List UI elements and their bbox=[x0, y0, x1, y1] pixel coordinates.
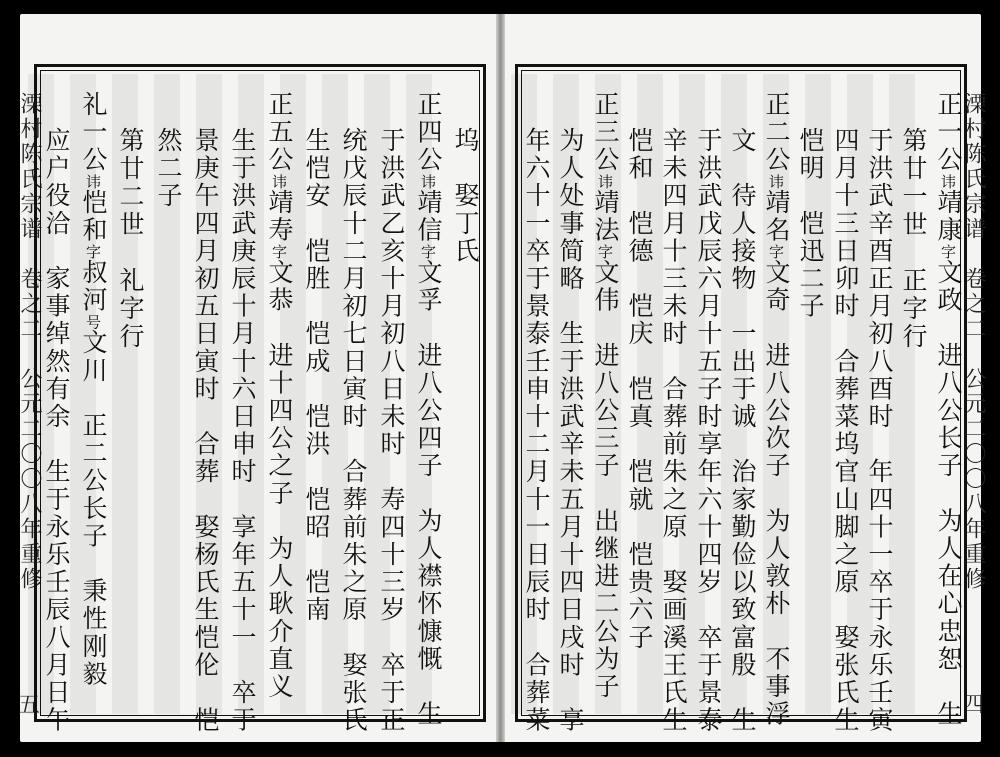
text-column bbox=[448, 127, 482, 265]
column-text: 应户役洽 家事绰然有余 生于永乐壬辰八月日午 bbox=[42, 127, 71, 735]
generation-character: 正字行 bbox=[899, 267, 928, 351]
column-text: 礼一公 bbox=[79, 91, 108, 174]
column-text: 靖寿 bbox=[265, 188, 294, 245]
generation-label: 第廿一世 bbox=[899, 127, 928, 239]
column-text: 生于洪武庚辰十月十六日申时 享年五十一 卒于 bbox=[228, 127, 257, 735]
text-column bbox=[554, 127, 586, 734]
small-annotation: 字 bbox=[596, 244, 614, 260]
text-column bbox=[657, 127, 689, 734]
generation-character: 礼字行 bbox=[116, 267, 145, 351]
text-column bbox=[299, 127, 333, 624]
text-column bbox=[794, 127, 826, 320]
text-column bbox=[76, 91, 110, 688]
text-column bbox=[623, 127, 655, 651]
text-column bbox=[726, 127, 758, 734]
column-text: 叔河 bbox=[79, 259, 108, 315]
column-text: 然二子 bbox=[154, 127, 183, 210]
edition-label: 公元二〇〇八年重修 bbox=[17, 367, 42, 592]
left-page bbox=[17, 14, 498, 742]
column-text: 文奇 进八公次子 为人敦朴 不事浮 bbox=[762, 259, 791, 729]
column-text: 于洪武辛酉正月初八酉时 年四十一卒于永乐壬寅 bbox=[865, 127, 894, 735]
text-column bbox=[932, 91, 964, 728]
column-text: 文伟 进八公三子 出继进二公为子 bbox=[591, 259, 620, 701]
text-column bbox=[520, 127, 552, 734]
small-annotation: 字 bbox=[84, 244, 102, 260]
text-frame-left bbox=[34, 64, 486, 735]
text-column bbox=[225, 127, 259, 734]
column-text: 正三公 bbox=[591, 91, 620, 174]
generation-heading bbox=[113, 127, 147, 351]
book-title: 溧村陈氏宗谱 bbox=[17, 92, 42, 242]
small-annotation: 讳 bbox=[939, 173, 957, 189]
text-column bbox=[151, 127, 185, 210]
column-text: 于洪武乙亥十月初八日未时 寿四十三岁 卒于正 bbox=[377, 127, 406, 735]
column-text: 文 待人接物 一出于诚 治家勤俭以致富殷 生 bbox=[728, 127, 757, 735]
column-text: 于洪武戊辰六月十五子时享年六十四岁 卒于景泰 bbox=[694, 127, 723, 735]
small-annotation: 讳 bbox=[767, 173, 785, 189]
small-annotation: 讳 bbox=[270, 173, 288, 189]
text-column bbox=[39, 127, 73, 734]
column-text: 正二公 bbox=[762, 91, 791, 174]
edition-label: 公元二〇〇八年重修 bbox=[961, 367, 986, 592]
column-text: 年六十一卒于景泰壬申十二月十一日辰时 合葬菜 bbox=[522, 127, 551, 735]
generation-label: 第廿二世 bbox=[116, 127, 145, 239]
volume-label: 卷之二 bbox=[17, 267, 42, 342]
volume-label: 卷之二 bbox=[961, 267, 986, 342]
column-text: 恺和 bbox=[79, 188, 108, 245]
text-column bbox=[692, 127, 724, 734]
column-text: 生恺安 恺胜 恺成 恺洪 恺昭 恺南 bbox=[302, 127, 331, 624]
right-page bbox=[503, 14, 986, 742]
text-column bbox=[411, 91, 445, 728]
text-column bbox=[262, 91, 296, 701]
small-annotation: 字 bbox=[270, 244, 288, 260]
column-text: 靖信 bbox=[414, 188, 443, 245]
column-text: 文川 正二公长子 秉性刚毅 bbox=[79, 329, 108, 689]
small-annotation: 字 bbox=[767, 244, 785, 260]
column-text: 坞 娶丁氏 bbox=[451, 127, 480, 265]
column-text: 恺明 恺迅二子 bbox=[796, 127, 825, 321]
small-annotation: 讳 bbox=[419, 173, 437, 189]
column-text: 正一公 bbox=[934, 91, 963, 174]
text-column bbox=[589, 91, 621, 701]
text-column bbox=[188, 127, 222, 734]
page-number-right: 四 bbox=[961, 693, 984, 718]
column-text: 文孚 进八公四子 为人襟怀慷慨 生 bbox=[414, 259, 443, 729]
text-column bbox=[829, 127, 861, 734]
column-text: 靖康 bbox=[934, 188, 963, 245]
column-text: 辛未四月十三未时 合葬前朱之原 娶画溪王氏生 bbox=[659, 127, 688, 735]
column-text: 靖法 bbox=[591, 188, 620, 245]
text-column bbox=[374, 127, 408, 734]
book-title: 溧村陈氏宗谱 bbox=[961, 92, 986, 242]
column-text: 四月十三日卯时 合葬菜坞官山脚之原 娶张氏生 bbox=[831, 127, 860, 735]
text-column bbox=[336, 127, 370, 734]
column-text: 统戊辰十二月初七日寅时 合葬前朱之原 娶张氏 bbox=[339, 127, 368, 735]
page-number-left: 五 bbox=[17, 693, 40, 718]
column-text: 靖名 bbox=[762, 188, 791, 245]
text-column bbox=[863, 127, 895, 734]
column-text: 为人处事简略 生于洪武辛未五月十四日戌时 享 bbox=[556, 127, 585, 735]
small-annotation: 字 bbox=[939, 244, 957, 260]
column-text: 景庚午四月初五日寅时 合葬 娶杨氏生恺伦 恺 bbox=[191, 127, 220, 735]
generation-heading bbox=[897, 127, 929, 351]
text-frame-right bbox=[515, 64, 967, 735]
column-text: 文政 进八公长子 为人在心忠恕 生 bbox=[934, 259, 963, 729]
column-text: 恺和 恺德 恺庆 恺真 恺就 恺贵六子 bbox=[625, 127, 654, 652]
small-annotation: 讳 bbox=[84, 173, 102, 189]
column-text: 文恭 进十四公之子 为人耿介直义 bbox=[265, 259, 294, 701]
column-text: 正五公 bbox=[265, 91, 294, 174]
small-annotation: 讳 bbox=[596, 173, 614, 189]
small-annotation: 字 bbox=[419, 244, 437, 260]
book-gutter bbox=[496, 14, 505, 742]
text-column bbox=[760, 91, 792, 728]
small-annotation: 号 bbox=[84, 314, 102, 330]
column-text: 正四公 bbox=[414, 91, 443, 174]
